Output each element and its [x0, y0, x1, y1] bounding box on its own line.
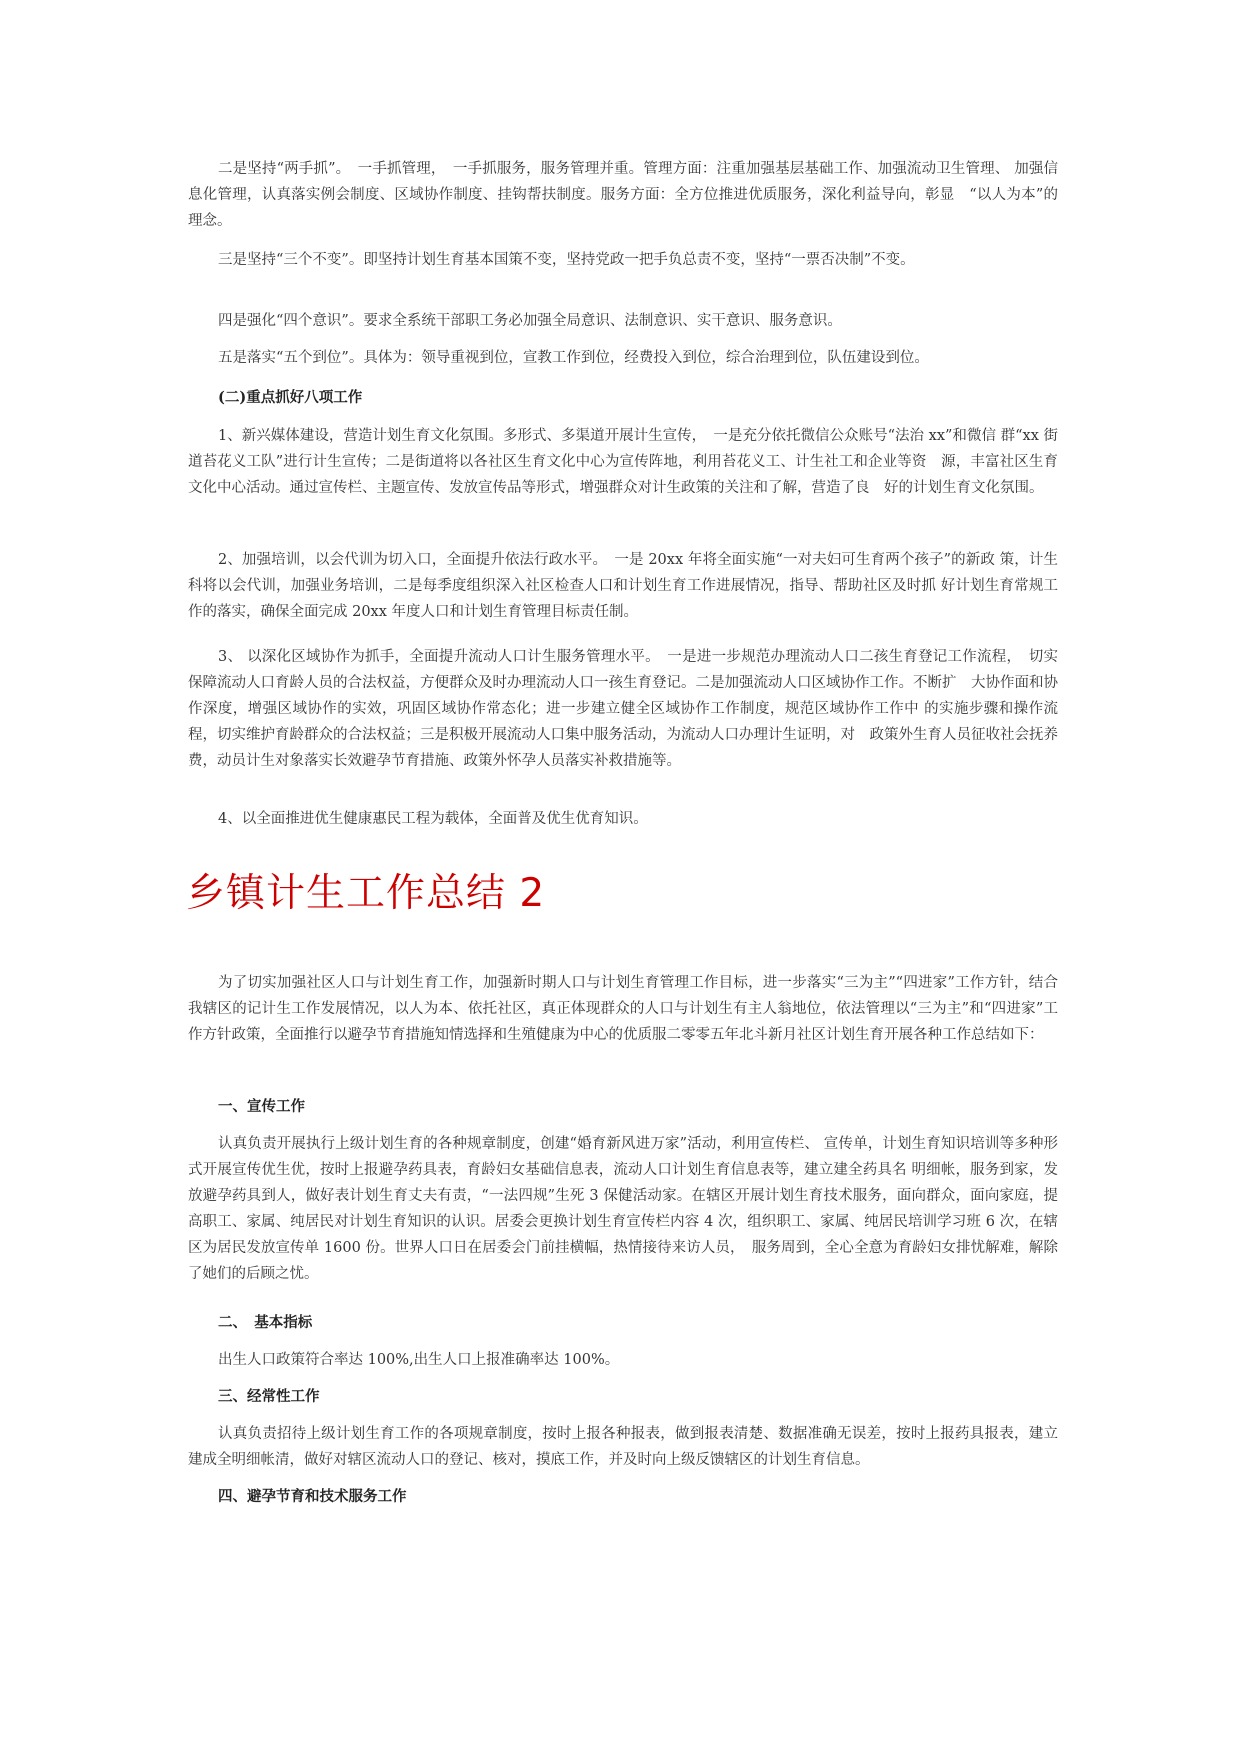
heading-contraception: 四、避孕节育和技术服务工作	[218, 1488, 407, 1505]
paragraph-four-awareness: 四是强化“四个意识”。要求全系统干部职工务必加强全局意识、法制意识、实干意识、服务意识。	[218, 313, 842, 329]
list-item-3: 3、 以深化区域协作为抓手，全面提升流动人口计生服务管理水平。 一是进一步规范办理流动人口二孩生育登记工作流程， 切实保障流动人口育龄人员的合法权益，方便群众及时办理流动人口一孩生育登记。二是加强流动人口区域协作工作。不断扩 大协作面和协作深度，增强区域协作的实效，巩固区域协作常态化；进一步建立健全区域协作工作制度，规范区域协作工作中 的实施步骤和操作流程，切实维护育龄群众的合法权益；三是积极开展流动人口集中服务活动，为流动人口办理计生证明，对 政策外生育人员征收社会抚养费，动员计生对象落实长效避孕节育措施、政策外怀孕人员落实补救措施等。	[188, 649, 1058, 769]
paragraph-publicity: 认真负责开展执行上级计划生育的各种规章制度，创建“婚育新风进万家”活动，利用宣传栏、 宣传单，计划生育知识培训等多种形式开展宣传优生优，按时上报避孕药具表，育龄妇女基础信息表，流动人口计划生育信息表等，建立建全药具名 明细帐，服务到家，发放避孕药具到人，做好表计划生育丈夫有责，“一法四规”生死 3 保健活动家。在辖区开展计划生育技术服务，面向群众，面向家庭，提高职工、家属、纯居民对计划生育知识的认识。居委会更换计划生育宣传栏内容 4 次，组织职工、家属、纯居民培训学习班 6 次，在辖区为居民发放宣传单 1600 份。世界人口日在居委会门前挂横幅，热情接待来访人员， 服务周到，全心全意为育龄妇女排忧解难，解除了她们的后顾之忧。	[188, 1136, 1058, 1282]
paragraph-five-in-place: 五是落实“五个到位”。具体为：领导重视到位，宣教工作到位，经费投入到位，综合治理到位，队伍建设到位。	[218, 350, 929, 366]
paragraph-routine-work: 认真负责招待上级计划生育工作的各项规章制度，按时上报各种报表，做到报表清楚、数据准确无误差，按时上报药具报表，建立建成全明细帐清，做好对辖区流动人口的登记、核对，摸底工作，并及时向上级反馈辖区的计划生育信息。	[188, 1426, 1058, 1468]
intro-paragraph: 为了切实加强社区人口与计划生育工作，加强新时期人口与计划生育管理工作目标，进一步落实“三为主”“四进家”工作方针，结合我辖区的记计生工作发展情况，以人为本、依托社区，真正体现群众的人口与计划生有主人翁地位，依法管理以“三为主”和“四进家”工作方针政策，全面推行以避孕节育措施知情选择和生殖健康为中心的优质服二零零五年北斗新月社区计划生育开展各种工作总结如下：	[188, 975, 1058, 1043]
list-item-4: 4、以全面推进优生健康惠民工程为载体，全面普及优生优育知识。	[218, 811, 648, 827]
heading-routine-work: 三、经常性工作	[218, 1388, 320, 1405]
document-title: 乡镇计生工作总结 2	[186, 871, 546, 916]
list-item-1: 1、新兴媒体建设，营造计划生育文化氛围。多形式、多渠道开展计生宣传， 一是充分依托微信公众账号“法治 xx”和微信 群“xx 街道苔花义工队”进行计生宣传；二是街道将以各社区生育文化中心为宣传阵地，利用苔花义工、计生社工和企业等资 源，丰富社区生育文化中心活动。通过宣传栏、主题宣传、发放宣传品等形式，增强群众对计生政策的关注和了解，营造了良 好的计划生育文化氛围。	[188, 428, 1058, 496]
heading-publicity: 一、宣传工作	[218, 1098, 305, 1115]
list-item-2: 2、加强培训，以会代训为切入口，全面提升依法行政水平。 一是 20xx 年将全面实施“一对夫妇可生育两个孩子”的新政 策，计生科将以会代训，加强业务培训，二是每季度组织深入社区检查人口和计划生育工作进展情况，指导、帮助社区及时抓 好计划生育常规工作的落实，确保全面完成 20xx 年度人口和计划生育管理目标责任制。	[188, 552, 1058, 620]
heading-basic-indicators: 二、 基本指标	[218, 1314, 313, 1331]
paragraph-basic-indicators: 出生人口政策符合率达 100%,出生人口上报准确率达 100%。	[218, 1352, 620, 1368]
paragraph-two-hands: 二是坚持“两手抓”。 一手抓管理， 一手抓服务，服务管理并重。管理方面：注重加强基层基础工作、加强流动卫生管理、 加强信息化管理，认真落实例会制度、区域协作制度、挂钩帮扶制度。服务方面：全方位推进优质服务，深化利益导向，彰显 “以人为本”的理念。	[188, 161, 1058, 229]
section-heading-eight-tasks: (二)重点抓好八项工作	[218, 389, 363, 406]
paragraph-three-unchanged: 三是坚持“三个不变”。即坚持计划生育基本国策不变，坚持党政一把手负总责不变，坚持“一票否决制”不变。	[218, 252, 915, 268]
